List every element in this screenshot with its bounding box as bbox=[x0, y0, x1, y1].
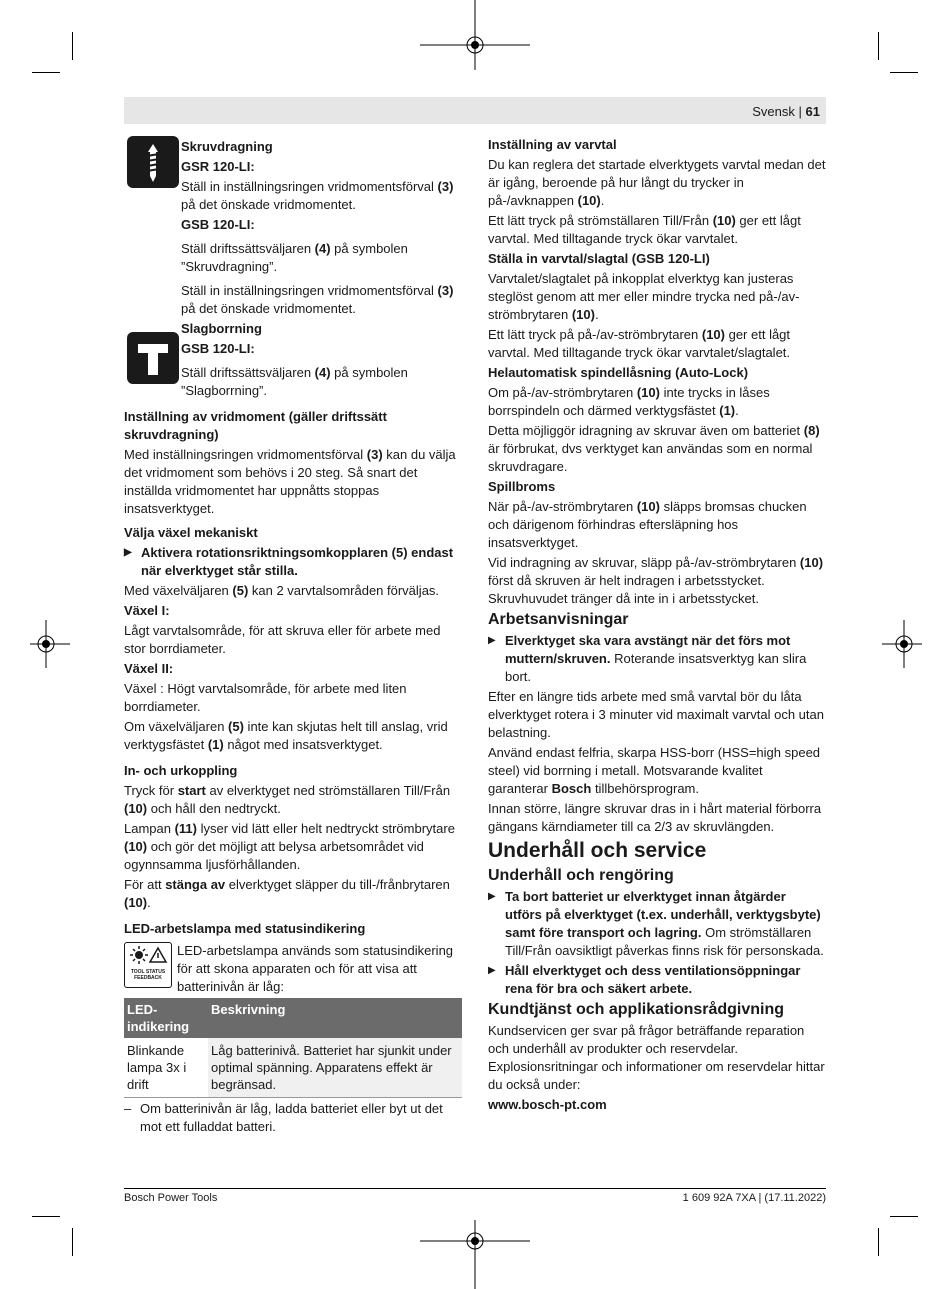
table-cell-description: Låg batterinivå. Batteriet har sjunkit under optimal spänning. Apparatens effekt är begränsad. bbox=[208, 1038, 462, 1098]
impact-text-2: Ett lätt tryck på på-/av-strömbrytaren (10) ger ett lågt varvtal. Med tilltagande tryck ökar varvtalet/slagtalet. bbox=[488, 327, 791, 360]
registration-mark-left bbox=[30, 620, 70, 668]
onoff-text-2: Lampan (11) lyser vid lätt eller helt nedtryckt strömbrytare (10) och gör det möjligt att belysa arbetsområdet vid ogynnsamma ljusförhållanden. bbox=[124, 821, 455, 872]
screw-title: Skruvdragning bbox=[181, 139, 273, 154]
right-column bbox=[488, 136, 826, 1116]
footer-brand: Bosch Power Tools bbox=[124, 1192, 218, 1204]
impact-text-1: Varvtalet/slagtalet på inkopplat elverktyg kan justeras steglöst genom att mer eller mindre trycka ned på-/av-strömbrytaren (10). bbox=[488, 271, 800, 322]
work-bullet: ▶ Elverktyget ska vara avstängt när det förs mot muttern/skruven. Roterande insatsverktyg kan slira bort. bbox=[488, 632, 826, 686]
feedback-label: FEEDBACK bbox=[134, 975, 162, 981]
screw-text-3: Ställ in inställningsringen vridmomentsförval (3) på det önskade vridmomentet. bbox=[181, 283, 454, 316]
speed-heading: Inställning av varvtal bbox=[488, 137, 617, 152]
crop-mark bbox=[878, 1228, 879, 1256]
clean-bullet-1: ▶ Ta bort batteriet ur elverktyget innan åtgärder utförs på elverktyget (t.ex. underhåll, verktygsbyte) samt före transport och lagring. Om strömställaren Till/Från oavsiktligt påverkas finns risk för personskada. bbox=[488, 888, 826, 960]
screw-text-2: Ställ driftssättsväljaren (4) på symbolen ”Skruvdragning”. bbox=[181, 241, 408, 274]
gear-heading: Välja växel mekaniskt bbox=[124, 525, 258, 540]
crop-mark bbox=[72, 1228, 73, 1256]
customer-heading: Kundtjänst och applikationsrådgivning bbox=[488, 1001, 785, 1018]
footer-doc-id: 1 609 92A 7XA | (17.11.2022) bbox=[682, 1192, 826, 1204]
brake-text-1: När på-/av-strömbrytaren (10) släpps bromsas chucken och därigenom förhindras eftersläpning hos insatsverktyget. bbox=[488, 499, 807, 550]
onoff-heading: In- och urkoppling bbox=[124, 763, 238, 778]
lock-heading: Helautomatisk spindellåsning (Auto-Lock) bbox=[488, 365, 749, 380]
crop-mark bbox=[72, 32, 73, 60]
brake-text-2: Vid indragning av skruvar, släpp på-/av-strömbrytaren (10) först då skruven är helt indragen i arbetsstycket. Skruvhuvudet tränger då inte in i arbetsstycket. bbox=[488, 555, 824, 606]
impact-heading: Ställa in varvtal/slagtal (GSB 120-LI) bbox=[488, 251, 710, 266]
work-text-1: Efter en längre tids arbete med små varvtal bör du låta elverktyget rotera i 3 minuter vid maximalt varvtal och utan belastning. bbox=[488, 689, 824, 740]
registration-mark-right bbox=[882, 620, 922, 668]
led-text: LED-arbetslampa används som statusindikering för att skona apparaten och för att visa att batterinivån är låg: bbox=[177, 943, 454, 994]
led-intro bbox=[124, 942, 462, 996]
gear1-text: Lågt varvtalsområde, för att skruva eller för arbete med stor borrdiameter. bbox=[124, 623, 441, 656]
gear-note: Om växelväljaren (5) inte kan skjutas helt till anslag, vrid verktygsfästet (1) något med insatsverktyget. bbox=[124, 719, 448, 752]
work-text-3: Innan större, längre skruvar dras in i hårt material förborra gängans kärndiameter till ca 2/3 av skruvlängden. bbox=[488, 801, 822, 834]
onoff-text-1: Tryck för start av elverktyget ned strömställaren Till/Från (10) och håll den nedtryckt. bbox=[124, 783, 451, 816]
header-bar bbox=[124, 97, 826, 124]
work-text-2: Använd endast felfria, skarpa HSS-borr (HSS=high speed steel) vid borrning i metall. Motsvarande kvalitet garanterar Bosch tillbehörsprogram. bbox=[488, 745, 821, 796]
brake-heading: Spillbroms bbox=[488, 479, 556, 494]
crop-mark bbox=[890, 72, 918, 73]
torque-text: Med inställningsringen vridmomentsförval (3) kan du välja det vridmoment som behövs i 20 steg. Så snart det inställda vridmomentet har uppnåtts stoppas insatsverktyget. bbox=[124, 447, 456, 516]
header-separator: | bbox=[798, 104, 802, 119]
lock-text-1: Om på-/av-strömbrytaren (10) inte trycks in låses borrspindeln och därmed verktygsfästet (1). bbox=[488, 385, 770, 418]
led-heading: LED-arbetslampa med statusindikering bbox=[124, 921, 366, 936]
screw-model-2: GSB 120-LI: bbox=[181, 217, 255, 232]
table-header-led: LED-indikering bbox=[124, 998, 208, 1038]
tool-status-label: TOOL STATUS bbox=[130, 969, 166, 975]
onoff-text-3: För att stänga av elverktyget släpper du till-/frånbrytaren (10). bbox=[124, 877, 450, 910]
led-table bbox=[124, 998, 462, 1098]
clean-bullet-2: ▶ Håll elverktyget och dess ventilationsöppningar rena för bra och säkert arbete. bbox=[488, 962, 826, 998]
crop-mark bbox=[32, 1216, 60, 1217]
crop-mark bbox=[890, 1216, 918, 1217]
crop-mark bbox=[32, 72, 60, 73]
screw-text-1: Ställ in inställningsringen vridmomentsförval (3) på det önskade vridmomentet. bbox=[181, 179, 454, 212]
registration-mark-bottom bbox=[420, 1220, 530, 1289]
left-column bbox=[124, 138, 462, 1138]
table-row bbox=[124, 1038, 462, 1098]
gear2-label: Växel II: bbox=[124, 661, 174, 676]
speed-text-1: Du kan reglera det startade elverktygets varvtal medan det är igång, beroende på hur långt du trycker in på-/avknappen (10). bbox=[488, 157, 826, 208]
footer-rule bbox=[124, 1188, 826, 1189]
page-number: 61 bbox=[805, 104, 820, 119]
gear-text: Med växelväljaren (5) kan 2 varvtalsområden förväljas. bbox=[124, 583, 440, 598]
customer-url-link[interactable]: www.bosch-pt.com bbox=[488, 1097, 607, 1112]
gear2-text: Växel : Högt varvtalsområde, för arbete med liten borrdiameter. bbox=[124, 681, 407, 714]
clean-heading: Underhåll och rengöring bbox=[488, 867, 674, 884]
screw-model-1: GSR 120-LI: bbox=[181, 159, 255, 174]
speed-text-2: Ett lätt tryck på strömställaren Till/Från (10) ger ett lågt varvtal. Med tilltagande tryck ökar varvtalet. bbox=[488, 213, 801, 246]
hammer-text: Ställ driftssättsväljaren (4) på symbolen ”Slagborrning”. bbox=[181, 365, 408, 398]
gear1-label: Växel I: bbox=[124, 603, 170, 618]
gear-bullet: ▶ Aktivera rotationsriktningsomkopplaren (5) endast när elverktyget står stilla. bbox=[124, 544, 462, 580]
hammer-title: Slagborrning bbox=[181, 321, 262, 336]
crop-mark bbox=[878, 32, 879, 60]
service-title: Underhåll och service bbox=[488, 839, 707, 862]
page-header bbox=[752, 104, 820, 119]
registration-mark-top bbox=[420, 0, 530, 70]
table-cell-led: Blinkande lampa 3x i drift bbox=[124, 1038, 208, 1098]
table-header-description: Beskrivning bbox=[208, 998, 462, 1038]
header-language: Svensk bbox=[752, 104, 795, 119]
work-heading: Arbetsanvisningar bbox=[488, 611, 629, 628]
torque-heading: Inställning av vridmoment (gäller driftssätt skruvdragning) bbox=[124, 409, 387, 442]
led-note: – Om batterinivån är låg, ladda batteriet eller byt ut det mot ett fulladdat batteri. bbox=[124, 1101, 443, 1134]
tool-status-feedback-icon bbox=[124, 942, 172, 988]
hammer-model: GSB 120-LI: bbox=[181, 341, 255, 356]
lock-text-2: Detta möjliggör idragning av skruvar även om batteriet (8) är förbrukat, dvs verktyget kan användas som en normal skruvdragare. bbox=[488, 423, 820, 474]
customer-text: Kundservicen ger svar på frågor beträffande reparation och underhåll av produkter och reservdelar. Explosionsritningar och informationer om reservdelar hittar du också under: bbox=[488, 1023, 825, 1092]
